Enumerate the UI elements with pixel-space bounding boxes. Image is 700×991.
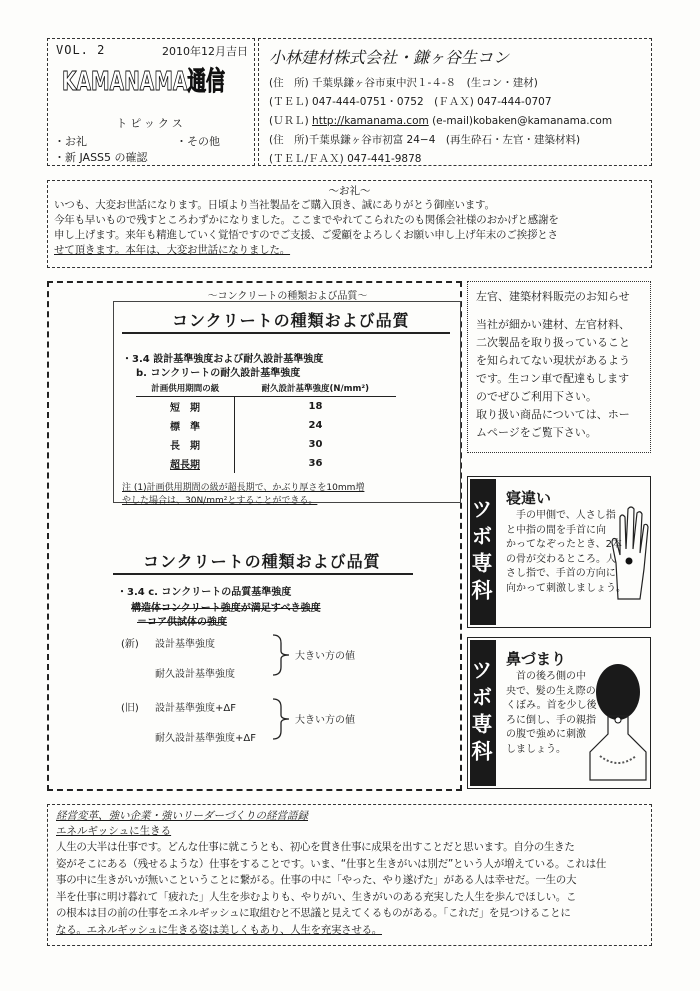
concrete-panel-2 (113, 549, 413, 751)
concrete-section (47, 281, 462, 791)
notice-title: 左官、建築材料販売のお知らせ (476, 290, 630, 303)
brand-latin: KAMANAMA (62, 67, 188, 97)
notice-line: ムページをご覧下さい。 (476, 426, 597, 439)
larger-value-label: 大きい方の値 (295, 651, 355, 662)
table-row (136, 416, 396, 435)
table-header-cell: 計画供用期間の級 (136, 380, 235, 397)
brace-icon (271, 633, 291, 677)
brace-icon (271, 697, 291, 741)
table-note-1: 注 (1)計画供用期間の級が超長期で、かぶり厚さを10mm増 (122, 483, 365, 493)
table-header-row (136, 380, 396, 397)
url-label: (ＵＲＬ) (269, 115, 309, 127)
table-cell-grade: 標 準 (136, 416, 235, 435)
table-row (136, 397, 396, 417)
essay-line: 人生の大半は仕事です。どんな仕事に就こうとも、初心を貫き仕事に成果を出すことだと思います。自分の生きた (56, 841, 575, 853)
topic-item: ・新 JASS5 の確認 (54, 151, 148, 164)
website-link[interactable]: http://kamanama.com (312, 115, 429, 127)
old-design-strength: 設計基準強度+ΔF (155, 703, 236, 714)
table-cell-grade: 短 期 (136, 397, 235, 417)
address-line-2: (住 所)千葉県鎌ヶ谷市初富 24−4 (再生砕石・左官・建築材料) (269, 134, 581, 146)
essay-line: なる。エネルギッシュに生きる姿は美しくもあり、人生を充実させる。 (56, 923, 382, 936)
notice-line: のでぜひご利用下さい。 (476, 390, 597, 403)
volume-number: VOL. 2 (56, 43, 106, 57)
thanks-title: ～お礼～ (328, 185, 371, 197)
email-link[interactable]: (e-mail)kobaken@kamanama.com (432, 115, 613, 127)
acupoint-name: 寝違い (506, 489, 552, 507)
table-cell-grade: 長 期 (136, 435, 235, 454)
essay-line: 事の中に生きがいが無いこということに繋がる。仕事の中に「やった、やり遂げた」がある人は幸せだ。一生の大 (56, 874, 577, 886)
thanks-line: せて頂きます。本年は、大変お世話になりました。 (54, 244, 291, 256)
url-line (269, 112, 641, 131)
thanks-line: 今年も早いもので残すところわずかになりました。ここまでやれてこられたのも関係会社様のおかげと感謝を (54, 214, 559, 226)
phone-line: (ＴＥＬ) 047‐444‐0751・0752 (ＦＡＸ) 047‐444‐0707 (269, 96, 552, 108)
panel-1-heading: ・3.4 設計基準強度および耐久設計基準強度 (122, 354, 324, 365)
desc-line: の腹で強めに刺激 (506, 729, 586, 740)
materials-notice (467, 281, 651, 453)
desc-line: と中指の間を手首に向 (506, 524, 606, 536)
table-cell-value: 36 (308, 458, 323, 469)
panel-2-subheading: 構造体コンクリート強度が満足すべき強度 (131, 603, 321, 614)
notice-line: 当社が細かい建材、左官材料、 (476, 318, 630, 331)
acupoint-card-stiff-neck (467, 476, 651, 628)
notice-line: です。生コン車で配達もします (476, 372, 630, 385)
panel-1-title: コンクリートの種類および品質 (172, 311, 410, 330)
panel-2-subheading-2: ＝コア供試体の強度 (137, 617, 227, 628)
desc-line: の骨が交わるところ。人 (506, 553, 616, 565)
company-name: 小林建材株式会社・鎌ヶ谷生コン (269, 48, 510, 67)
panel-2-rule (113, 573, 413, 575)
essay-line: 半を仕事に明け暮れて「疲れた」人生を歩むよりも、やりがい、生きがいのある充実した人生を歩んでほしい。こ (56, 890, 577, 903)
newsletter-brand (62, 61, 225, 98)
issue-date: 2010年12月吉日 (162, 45, 248, 58)
topics-heading: トピックス (116, 117, 186, 130)
desc-line: 央で、髪の生え際の (506, 685, 596, 697)
desc-line: かってなぞったとき、2本 (506, 539, 622, 550)
new-label: (新) (121, 639, 139, 650)
phone-fax-line-2: (ＴＥＬ/ＦＡＸ) 047‐441‐9878 (269, 153, 422, 165)
desc-line: 首の後ろ側の中 (506, 671, 586, 682)
desc-line: ろに倒し、手の親指 (506, 714, 596, 726)
essay-kicker: 経営変革、強い企業・強いリーダーづくりの経営語録 (56, 810, 308, 822)
table-cell-value: 30 (308, 439, 323, 450)
acupoint-description (506, 670, 597, 757)
desc-line: 手の甲側で、人さし指 (506, 510, 616, 521)
thanks-section (47, 180, 652, 268)
essay-section (47, 804, 652, 946)
acupoint-description (506, 509, 626, 596)
panel-2-title: コンクリートの種類および品質 (143, 552, 381, 571)
durability-strength-table (136, 380, 396, 473)
essay-line: の根本は目の前の仕事をエネルギッシュに取組むと不思議と見えてくるものがある。「これだ」を見つけることに (56, 907, 571, 919)
notice-line: 取り扱い商品については、ホー (476, 408, 630, 421)
new-design-strength: 設計基準強度 (155, 639, 215, 650)
notice-line: を知られてない現状があるよう (476, 354, 630, 367)
larger-value-label: 大きい方の値 (295, 715, 355, 726)
newsletter-masthead (47, 38, 255, 166)
table-note-2: やした場合は、30N/mm²とすることができる。 (122, 496, 318, 506)
panel-1-rule (122, 332, 450, 334)
desc-line: くぼみ。首を少し後 (506, 700, 597, 711)
acupoint-name: 鼻づまり (506, 650, 567, 668)
address-line: (住 所) 千葉県鎌ヶ谷市東中沢１-４-８ (生コン・建材) (269, 77, 538, 89)
panel-1-subheading: b. コンクリートの耐久設計基準強度 (136, 368, 301, 379)
brand-kanji: 通信 (187, 67, 225, 97)
topic-item: ・その他 (176, 135, 220, 148)
essay-line: 姿がそこにある（残せるような）仕事をすることです。いま、“仕事と生きがいは別だ”という人が増えている。これは仕 (56, 857, 607, 870)
table-header-cell: 耐久設計基準強度(N/mm²) (235, 380, 397, 397)
table-row (136, 454, 396, 473)
concrete-panel-1 (113, 301, 461, 506)
thanks-line: いつも、大変お世話になります。日頃より当社製品をご購入頂き、誠にありがとう御座います。 (54, 199, 495, 211)
head-back-illustration-icon (586, 652, 650, 782)
thanks-line: 申し上げます。来年も精進していく覚悟ですのでご支援、ご愛顧をよろしくお願い申し上げ年末のご挨拶とさ (54, 229, 558, 241)
desc-line: さし指で、手首の方向に (506, 568, 616, 579)
desc-line: しましょう。 (506, 743, 566, 755)
acupoint-label: ツボ専科 (470, 640, 496, 786)
topic-item: ・お礼 (54, 135, 87, 148)
concrete-caption: ～コンクリートの種類および品質～ (207, 291, 368, 302)
hand-illustration-icon (610, 503, 650, 601)
table-cell-value: 24 (308, 420, 323, 431)
acupoint-label: ツボ専科 (470, 479, 496, 625)
old-label: (旧) (121, 703, 139, 714)
new-durability-strength: 耐久設計基準強度 (155, 669, 235, 680)
old-durability-strength: 耐久設計基準強度+ΔF (155, 733, 256, 744)
desc-line: 向かって刺激しましょう。 (506, 582, 626, 594)
table-row (136, 435, 396, 454)
table-cell-grade: 超長期 (136, 454, 235, 473)
panel-2-heading: ・3.4 c. コンクリートの品質基準強度 (117, 587, 292, 598)
company-info (258, 38, 652, 166)
acupoint-card-nasal-congestion (467, 637, 651, 789)
notice-line: 二次製品を取り扱っていること (476, 336, 630, 349)
essay-title: エネルギッシュに生きる (56, 825, 172, 837)
table-cell-value: 18 (308, 401, 323, 412)
